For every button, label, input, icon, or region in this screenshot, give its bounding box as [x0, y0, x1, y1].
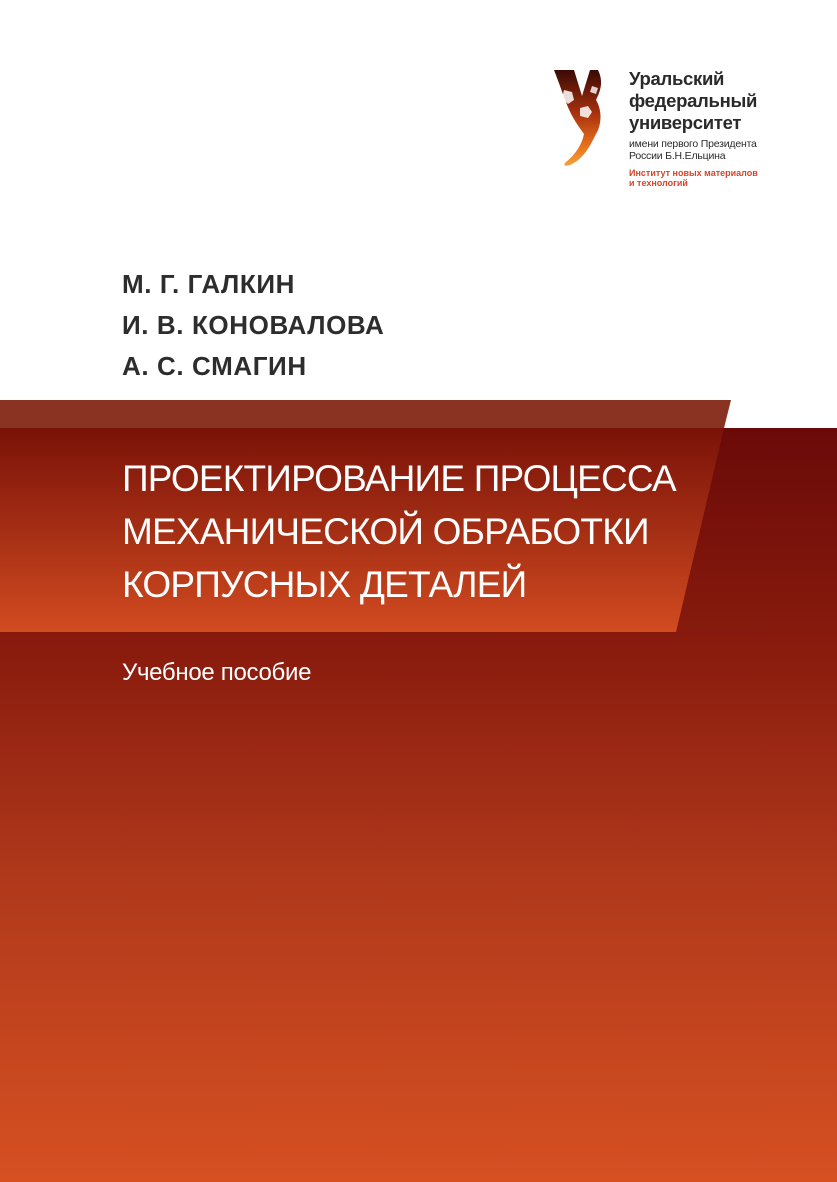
- university-name-line: Уральский: [629, 68, 725, 89]
- title-line: ПРОЕКТИРОВАНИЕ ПРОЦЕССА: [122, 458, 676, 499]
- book-title: [122, 452, 682, 611]
- university-logo-text: [629, 68, 809, 188]
- university-logo: [552, 68, 812, 208]
- author-name: И. В. КОНОВАЛОВА: [122, 310, 385, 340]
- university-name-line: университет: [629, 112, 742, 133]
- institute-name-line: и технологий: [629, 178, 688, 188]
- institute-name-line: Институт новых материалов: [629, 168, 758, 178]
- university-subtitle-line: имени первого Президента: [629, 138, 757, 150]
- authors-list: [122, 264, 384, 387]
- author-name: А. С. СМАГИН: [122, 351, 307, 381]
- title-line: КОРПУСНЫХ ДЕТАЛЕЙ: [122, 564, 527, 605]
- university-subtitle-line: России Б.Н.Ельцина: [629, 150, 726, 162]
- book-subtitle: Учебное пособие: [122, 659, 312, 686]
- university-name-line: федеральный: [629, 90, 758, 111]
- ural-university-emblem-icon: [552, 68, 618, 170]
- author-name: М. Г. ГАЛКИН: [122, 269, 296, 299]
- title-line: МЕХАНИЧЕСКОЙ ОБРАБОТКИ: [122, 511, 649, 552]
